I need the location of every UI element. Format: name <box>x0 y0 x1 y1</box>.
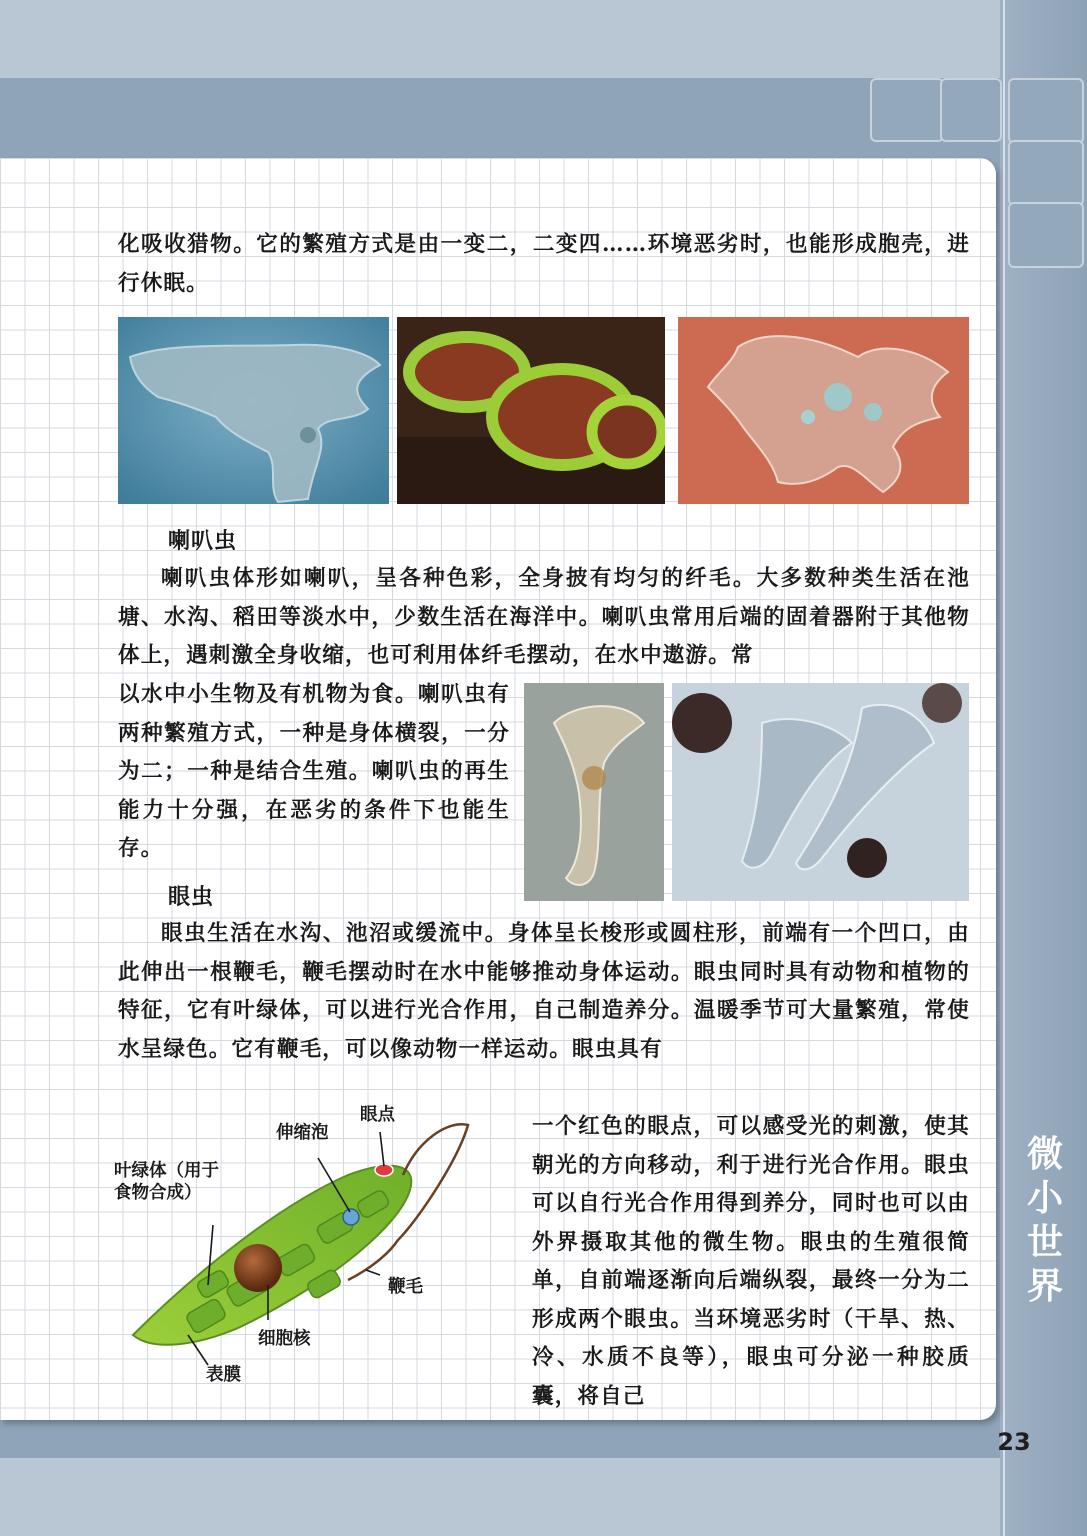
label-chloroplast: 叶绿体（用于 食物合成） <box>114 1161 219 1203</box>
paragraph-euglena-2: 一个红色的眼点，可以感受光的刺激，使其朝光的方向移动，利于进行光合作用。眼虫可以自行光合作用得到养分，同时也可以由外界摄取其他的微生物。眼虫的生殖很简单，自前端逐渐向后端纵裂，最终一分为二形成两个眼虫。当环境恶劣时（干旱、热、冷、水质不良等），眼虫可分泌一种胶质囊，将自己 <box>532 1114 970 1409</box>
paragraph-trumpet-2: 以水中小生物及有机物为食。喇叭虫有两种繁殖方式，一种是身体横裂，一分为二；一种是结合生殖。喇叭虫的再生能力十分强，在恶劣的条件下也能生存。 <box>118 682 510 861</box>
paragraph-top: 化吸收猎物。它的繁殖方式是由一变二，二变四……环境恶劣时，也能形成胞壳，进行休眠。 <box>118 232 970 296</box>
amoeba-cysts-photo <box>397 317 665 504</box>
stentor-photo-single <box>524 683 664 901</box>
puzzle-decoration <box>1008 78 1084 144</box>
label-flagellum: 鞭毛 <box>388 1277 423 1297</box>
top-band <box>0 0 1087 78</box>
puzzle-decoration <box>1008 140 1084 206</box>
heading-euglena: 眼虫 <box>168 885 215 910</box>
euglena-diagram <box>114 1100 528 1400</box>
label-pellicle: 表膜 <box>206 1365 241 1385</box>
puzzle-decoration <box>1008 202 1084 268</box>
puzzle-decoration <box>940 78 1002 142</box>
amoeba-photo-orange <box>678 317 969 504</box>
bottom-band <box>0 1458 1087 1536</box>
amoeba-photo-blue <box>118 317 389 504</box>
label-eyespot: 眼点 <box>360 1105 395 1125</box>
label-contractile-vacuole: 伸缩泡 <box>276 1123 329 1143</box>
label-nucleus: 细胞核 <box>258 1329 311 1349</box>
side-chapter-title: 微 小 世 界 <box>1026 1134 1063 1307</box>
page-number: 23 <box>997 1428 1031 1456</box>
paragraph-trumpet-1: 喇叭虫体形如喇叭，呈各种色彩，全身披有均匀的纤毛。大多数种类生活在池塘、水沟、稻田等淡水中，少数生活在海洋中。喇叭虫常用后端的固着器附于其他物体上，遇刺激全身收缩，也可利用体纤毛摆动，在水中遨游。常 <box>118 566 970 668</box>
stentor-photo-pair <box>672 683 969 901</box>
paragraph-euglena-1: 眼虫生活在水沟、池沼或缓流中。身体呈长梭形或圆柱形，前端有一个凹口，由此伸出一根鞭毛，鞭毛摆动时在水中能够推动身体运动。眼虫同时具有动物和植物的特征，它有叶绿体，可以进行光合作用，自己制造养分。温暖季节可大量繁殖，常使水呈绿色。它有鞭毛，可以像动物一样运动。眼虫具有 <box>118 921 970 1062</box>
heading-trumpet-animalcule: 喇叭虫 <box>168 529 238 554</box>
puzzle-decoration <box>870 78 944 142</box>
